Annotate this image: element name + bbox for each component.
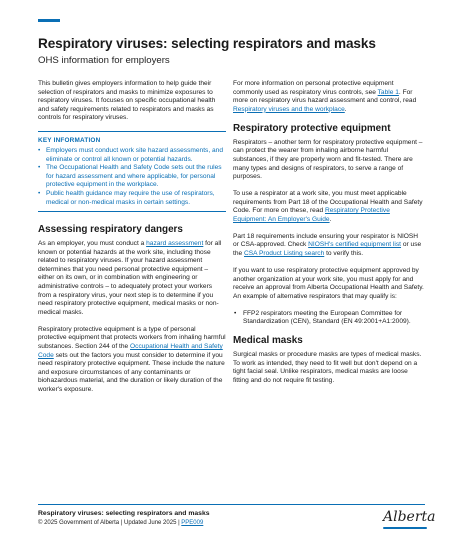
text-span: For more information on personal protective equipment commonly used as respiratory virus controls, see — [233, 80, 394, 96]
rpe-paragraph-3 — [233, 233, 425, 259]
text-span: to verify this. — [324, 250, 364, 258]
table-1-link[interactable]: Table 1 — [377, 88, 399, 96]
intro-paragraph: This bulletin gives employers information to help guide their selection of respirators and masks to minimize exposures to respiratory viruses. It focuses on specific occupational health and safety requirements related to respirators and masks as controls for respiratory viruses. — [38, 80, 216, 122]
key-info-item: • Public health guidance may require the use of respirators, medical or non-medical masks in certain settings. — [38, 190, 226, 207]
header-accent-bar — [38, 19, 60, 22]
text-span: . — [344, 105, 347, 113]
csa-product-listing-link[interactable]: CSA Product Listing search — [244, 250, 325, 258]
niosh-equipment-list-link[interactable]: NIOSH's certified equipment list — [308, 241, 402, 249]
hazard-assessment-link[interactable]: hazard assessment — [146, 240, 204, 248]
more-info-paragraph — [233, 80, 425, 114]
alberta-logo: Alberta — [383, 509, 436, 525]
footer-divider — [38, 504, 425, 505]
text-span: or use the — [233, 241, 422, 258]
text-span: As an employer, you must conduct a — [38, 240, 147, 248]
respiratory-viruses-workplace-link[interactable]: Respiratory viruses and the workplace — [233, 105, 345, 113]
key-information-heading: KEY INFORMATION — [38, 137, 101, 145]
rpe-paragraph-2 — [233, 190, 425, 224]
left-column — [38, 80, 226, 403]
rpe-employers-guide-link[interactable]: Respiratory Protective Equipment: An Employer's Guide — [233, 207, 390, 223]
medical-masks-heading: Medical masks — [233, 335, 303, 347]
assessing-paragraph-1 — [38, 240, 226, 317]
rpe-paragraph-4: If you want to use respiratory protective equipment approved by another organization at your work site, you must apply for and receive an approval from Alberta Occupational Health and Safety. An example of alternative respirators that may qualify is: — [233, 267, 424, 300]
text-span: sets out the factors you must consider to determine if you need respiratory protective equipment. These include the nature and exposure circumstances of any contaminants or biohazardous material, and the duration or likely duration of the worker's exposure. — [38, 351, 225, 393]
footer-copyright: © 2025 Government of Alberta | Updated June 2025 | — [38, 520, 182, 526]
key-information-box — [38, 131, 226, 212]
assessing-paragraph-2 — [38, 326, 226, 395]
medical-masks-paragraph: Surgical masks or procedure masks are types of medical masks. To work as intended, they need to fit well but don't depend on a tight facial seal. Unlike respirators, medical masks are loose fitting and do not require fit testing. — [233, 351, 422, 384]
ohs-code-link[interactable]: Occupational Health and Safety Code — [38, 343, 223, 359]
key-information-list — [38, 147, 226, 207]
text-span: To use a respirator at a work site, you must meet applicable requirements from Part 18 of the Occupational Health and Safety Code. For more on these, read — [233, 190, 423, 215]
rpe-paragraph-1: Respirators – another term for respiratory protective equipment – can protect the wearer from inhaling airborne harmful substances, if they are properly worn and fit-tested. There are many types and designs of respirators, to serve a range of purposes. — [233, 138, 423, 181]
key-info-item: • Employers must conduct work site hazard assessments, and eliminate or control all known or potential hazards. — [38, 147, 226, 164]
alternative-respirators-list — [233, 310, 425, 327]
alberta-logo-swoosh — [383, 527, 427, 529]
footer-title: Respiratory viruses: selecting respirators and masks — [38, 510, 210, 517]
list-item: • FFP2 respirators meeting the European Committee for Standardization (CEN), Standard (EN 49:2001+A1:2009). — [233, 310, 425, 327]
text-span: . — [329, 215, 332, 223]
text-span: . For more on respiratory virus hazard assessment and control, read — [233, 88, 417, 105]
assessing-heading: Assessing respiratory dangers — [38, 224, 183, 236]
footer-meta — [38, 520, 203, 526]
right-column — [233, 80, 425, 394]
text-span: Part 18 requirements include ensuring your respirator is NIOSH or CSA-approved. Check — [233, 232, 419, 249]
rpe-heading: Respiratory protective equipment — [233, 122, 391, 134]
text-span: for all known or potential hazards at the work site, including those related to respiratory viruses. If your hazard assessment determines that you need personal protective equipment – either on its own, or in combination with engineering or administrative controls – to adequately protect your workers from a respiratory virus, your next step is to determine if you need respiratory protective equipment, medical masks or non-medical masks. — [38, 240, 222, 316]
key-info-item: • The Occupational Health and Safety Code sets out the rules for hazard assessment and where applicable, for personal protective equipment in the workplace. — [38, 164, 226, 190]
page-subtitle: OHS information for employers — [38, 55, 170, 66]
text-span: Respiratory protective equipment is a type of personal protective equipment that protects workers from inhaling harmful substances. Section 244 of the — [38, 325, 226, 351]
page-title: Respiratory viruses: selecting respirators and masks — [38, 36, 376, 51]
publication-code-link[interactable]: PPE009 — [181, 520, 204, 526]
